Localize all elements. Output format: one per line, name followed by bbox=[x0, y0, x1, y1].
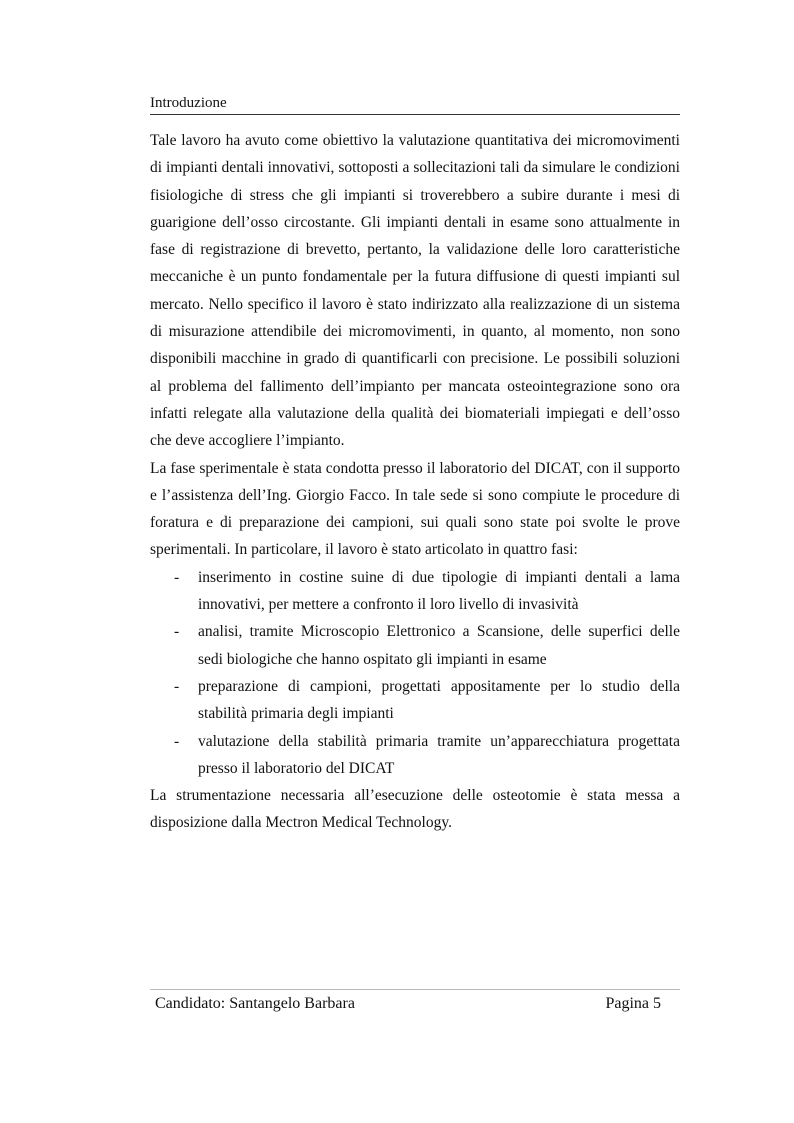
list-item-text: inserimento in costine suine di due tipologie di impianti dentali a lama innovativi, per mettere a confronto il loro livello di invasività bbox=[198, 568, 680, 614]
header-title: Introduzione bbox=[150, 95, 227, 111]
body-text bbox=[150, 127, 680, 837]
running-header bbox=[150, 93, 680, 115]
paragraph-instrumentation: La strumentazione necessaria all’esecuzione delle osteotomie è stata messa a disposizione dalla Mectron Medical Technology. bbox=[150, 787, 680, 832]
bullet-dash: - bbox=[174, 568, 180, 586]
list-item-text: analisi, tramite Microscopio Elettronico a Scansione, delle superfici delle sedi biologiche che hanno ospitato gli impianti in esame bbox=[198, 623, 680, 668]
phase-list bbox=[150, 564, 680, 782]
bullet-dash: - bbox=[174, 623, 180, 641]
list-item-text: valutazione della stabilità primaria tramite un’apparecchiatura progettata presso il laboratorio del DICAT bbox=[198, 732, 680, 777]
list-item-text: preparazione di campioni, progettati appositamente per lo studio della stabilità primaria degli impianti bbox=[198, 677, 680, 723]
footer-candidate: Candidato: Santangelo Barbara bbox=[155, 995, 355, 1012]
running-footer bbox=[150, 989, 680, 1018]
bullet-dash: - bbox=[174, 732, 180, 750]
list-item bbox=[150, 728, 680, 783]
list-item bbox=[150, 673, 680, 728]
paragraph-experimental-phase: La fase sperimentale è stata condotta presso il laboratorio del DICAT, con il supporto e l’assistenza dell’Ing. Giorgio Facco. In tale sede si sono compiute le procedure di foratura e di preparazione dei campioni, sui quali sono state poi svolte le prove sperimentali. In particolare, il lavoro è stato articolato in quattro fasi: bbox=[150, 459, 680, 559]
bullet-dash: - bbox=[174, 677, 180, 695]
paragraph-objective: Tale lavoro ha avuto come obiettivo la valutazione quantitativa dei micromovimenti di impianti dentali innovativi, sottoposti a sollecitazioni tali da simulare le condizioni fisiologiche di stress che gli impianti si troverebbero a subire durante i mesi di guarigione dell’osso circostante. Gli impianti dentali in esame sono attualmente in fase di registrazione di brevetto, pertanto, la validazione delle loro caratteristiche meccaniche è un punto fondamentale per la futura diffusione di questi impianti sul mercato. Nello specifico il lavoro è stato indirizzato alla realizzazione di un sistema di misurazione attendibile dei micromovimenti, in quanto, al momento, non sono disponibili macchine in grado di quantificarli con precisione. Le possibili soluzioni al problema del fallimento dell’impianto per mancata osteointegrazione sono ora infatti relegate alla valutazione della qualità dei biomateriali impiegati e dell’osso che deve accogliere l’impianto. bbox=[150, 132, 680, 450]
page-number: Pagina 5 bbox=[605, 995, 661, 1012]
list-item bbox=[150, 564, 680, 619]
list-item bbox=[150, 618, 680, 673]
